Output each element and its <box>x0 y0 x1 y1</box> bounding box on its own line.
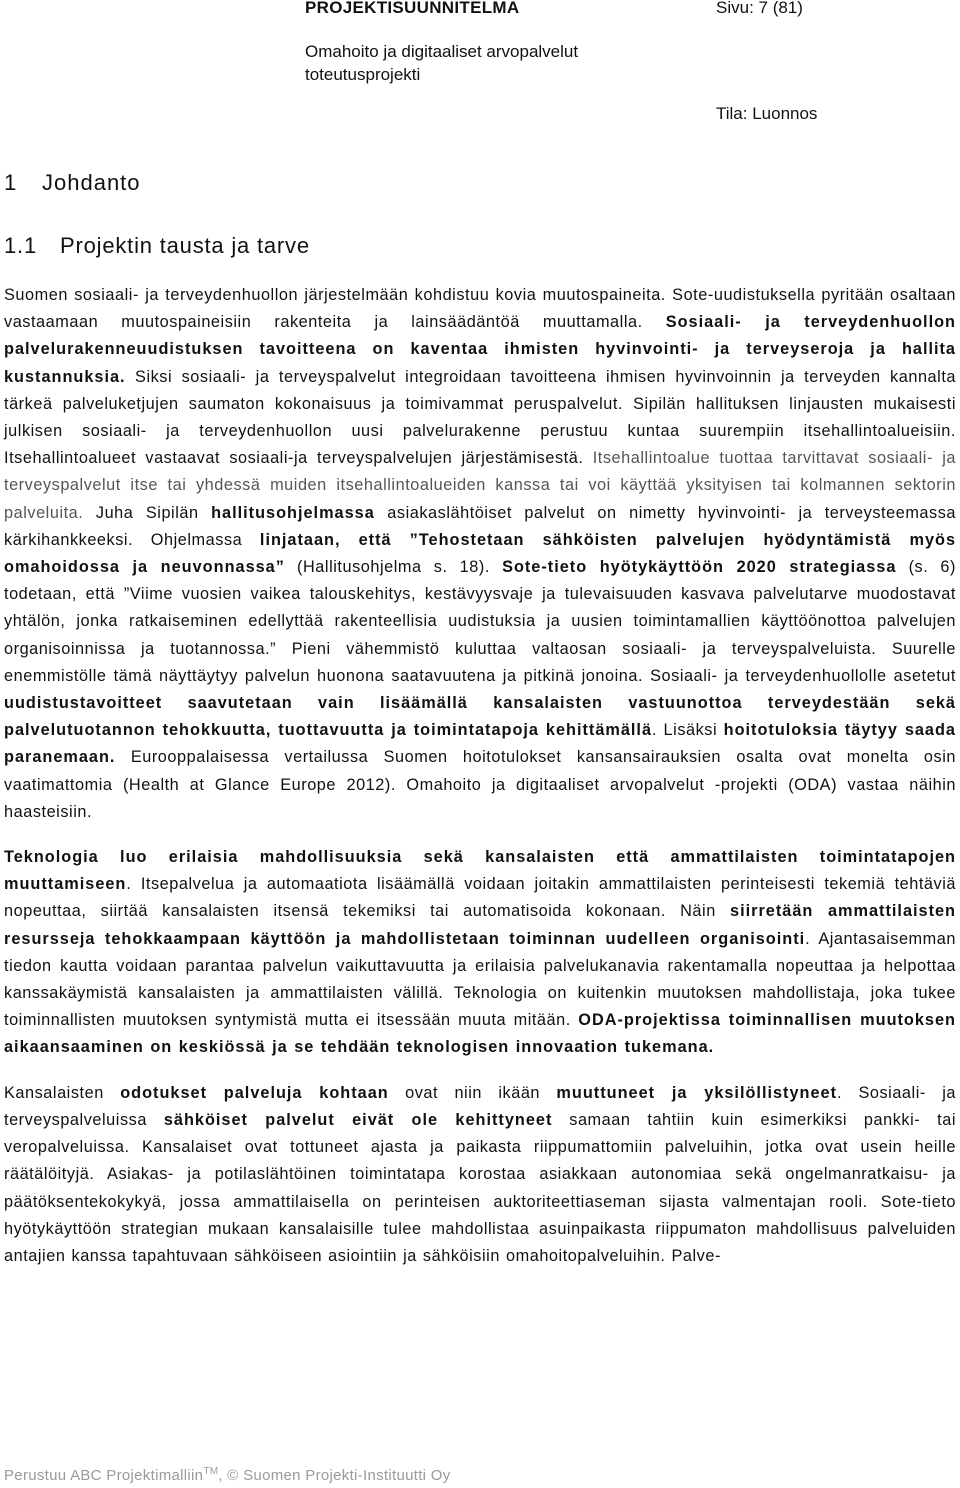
emphasis-run: sähköiset palvelut eivät ole kehittyneet <box>163 1110 553 1129</box>
emphasis-run: Sosiaali- ja terveydenhuollon palvelurakenneuudistuksen tavoitteena on kaventaa ihmisten hyvinvointi- ja terveyseroja ja hallita kustannuksia. <box>4 313 956 386</box>
text-run: . Itsepalvelua ja automaatiota lisäämällä voidaan joitakin ammattilaisten perinteisesti tekemiä tehtäviä nopeuttaa, siirtää kansalaisten itsensä tekemiksi tai automatisoida kokonaan. Näin <box>4 875 956 921</box>
emphasis-run: odotukset palveluja kohtaan <box>120 1083 389 1102</box>
section-number: 1 <box>4 170 18 195</box>
footer-text: Perustuu ABC Projektimalliin <box>4 1467 204 1484</box>
document-name-line-2: toteutusprojekti <box>305 65 421 84</box>
emphasis-run: Sote-tieto hyötykäyttöön 2020 strategiassa <box>502 558 897 577</box>
emphasis-run: hallitusohjelmassa <box>211 503 375 522</box>
trademark-mark: TM <box>203 1466 219 1477</box>
subsection-heading <box>4 233 310 259</box>
text-run: ovat niin ikään <box>405 1083 541 1102</box>
text-run: (Hallitusohjelma s. 18). <box>297 558 490 577</box>
page-number: Sivu: 7 (81) <box>716 0 803 17</box>
emphasis-run: uudistustavoitteet saavutetaan vain lisäämällä kansalaisten vastuunottoa terveydestään sekä palvelutuotannon tehokkuutta, tuottavuutta ja toimintatapoja kehittämällä <box>4 694 956 740</box>
document-name <box>305 40 578 86</box>
subsection-title: Projektin tausta ja tarve <box>60 233 310 258</box>
emphasis-run: siirretään ammattilaisten resursseja tehokkaampaan käyttöön ja mahdollistetaan toiminnan uudelleen organisointi <box>4 902 956 948</box>
document-status: Tila: Luonnos <box>716 104 818 123</box>
document-name-line-1: Omahoito ja digitaaliset arvopalvelut <box>305 42 579 61</box>
paragraph-background <box>4 282 956 826</box>
emphasis-run: ODA-projektissa toiminnallisen muutoksen aikaansaaminen on keskiössä ja se tehdään teknologisen innovaation tukemana. <box>4 1011 956 1057</box>
section-heading <box>4 170 141 196</box>
text-run: Suomen sosiaali- ja terveydenhuollon järjestelmään kohdistuu kovia muutospaineita. Sote-uudistuksella pyritään osaltaan vastaamaan muutospaineisiin rakenteita ja lainsäädäntöä muuttamalla. <box>4 286 956 332</box>
emphasis-run: hoitotuloksia täytyy saada paranemaan. <box>4 721 956 767</box>
text-run: Itsehallintoalue tuottaa tarvittavat sosiaali- ja terveyspalvelut itse tai yhdessä muiden itsehallintoalueiden kanssa tai voi käyttää yksityisen tai kolmannen sektorin palveluita. <box>4 449 956 522</box>
emphasis-run: linjataan, että ”Tehostetaan sähköisten palvelujen hyödyntämistä myös omahoidossa ja neuvonnassa” <box>4 530 956 577</box>
document-type-title: PROJEKTISUUNNITELMA <box>305 0 520 17</box>
text-run: samaan tahtiin kuin esimerkiksi pankki- tai veropalveluissa. Kansalaiset ovat tottuneet ajasta ja paikasta riippumattomiin palveluihin, jotka ovat usein heille räätälöityjä. Asiakas- ja potilaslähtöinen toimintatapa korostaa asiakkaan autonomiaa sekä ongelmanratkaisu- ja päätöksentekokykyä, jossa ammattilaisella on perinteisen auktoriteettiaseman sijasta valmentajan rooli. Sote-tieto hyötykäyttöön strategian mukaan kansalaisille tulee mahdollistaa asuinpaikasta riippumaton mahdollisuus palveluiden antajien kanssa tapahtuvaan sähköiseen asiointiin ja sähköisiin omahoitopalveluihin. Palve- <box>4 1110 956 1265</box>
text-run: asiakaslähtöiset palvelut on nimetty hyvinvointi- ja terveysteemassa kärkihankkeeksi. Ohjelmassa <box>4 503 957 549</box>
text-run: . Sosiaali- ja terveyspalveluissa <box>4 1083 956 1129</box>
subsection-number: 1.1 <box>4 233 37 258</box>
paragraph-citizens <box>4 1080 956 1270</box>
text-run: Siksi sosiaali- ja terveyspalvelut integroidaan tavoitteena ihmisen hyvinvoinnin ja terveyden kannalta tärkeä palveluketjujen saumaton kokonaisuus ja toimivammat peruspalvelut. Sipilän hallituksen linjausten mukaisesti julkisen sosiaali- ja terveydenhuollon uusi palvelurakenne perustuu kuntaa suurempiin itsehallintoalueisiin. Itsehallintoalueet vastaavat sosiaali-ja terveyspalvelujen järjestämisestä. <box>4 367 956 468</box>
footer-copyright: , © Suomen Projekti-Instituutti Oy <box>218 1467 451 1484</box>
text-run: . Lisäksi <box>652 721 718 740</box>
emphasis-run: muuttuneet ja yksilöllistyneet <box>556 1083 838 1102</box>
text-run: (s. 6) todetaan, että ”Viime vuosien vaikea talouskehitys, kestävyysvaje ja tulevaisuuden kasvava palvelutarve muodostavat yhtälön, jonka ratkaiseminen edellyttää rakenteellisia uudistuksia ja uusien toimintamallien käyttöönottoa palvelujen organisoinnissa ja tuotannossa.” Pieni vähemmistö kuluttaa valtaosan sosiaali- ja terveyspalveluista. Suurelle enemmistölle tämä näyttäytyy palvelun huonona saatavuutena ja pitkinä jonoina. Sosiaali- ja terveydenhuollolle asetetut <box>4 558 957 685</box>
body-text <box>4 282 956 1270</box>
text-run: . Ajantasaisemman tiedon kautta voidaan parantaa palvelun vaikuttavuutta ja erilaisia palvelukanavia rakentamalla nopeuttaa ja helpottaa kanssakäymistä kansalaisten ja ammattilaisten välillä. Teknologia on kuitenkin muutoksen mahdollistaja, joka tukee toiminnallisten muutoksen syntymistä mutta ei itsessään muuta mitään. <box>4 929 956 1030</box>
text-run: Eurooppalaisessa vertailussa Suomen hoitotulokset kansansairauksien osalta ovat monelta osin vaatimattomia (Health at Glance Europe 2012). Omahoito ja digitaaliset arvopalvelut -projekti (ODA) vastaa näihin haasteisiin. <box>4 748 956 821</box>
text-run: Kansalaisten <box>4 1083 104 1102</box>
emphasis-run: Teknologia luo erilaisia mahdollisuuksia sekä kansalaisten että ammattilaisten toimintatapojen muuttamiseen <box>4 848 956 894</box>
paragraph-technology <box>4 844 956 1062</box>
text-run: Juha Sipilän <box>95 503 199 522</box>
page-footer <box>4 1466 451 1484</box>
section-title: Johdanto <box>42 170 141 195</box>
